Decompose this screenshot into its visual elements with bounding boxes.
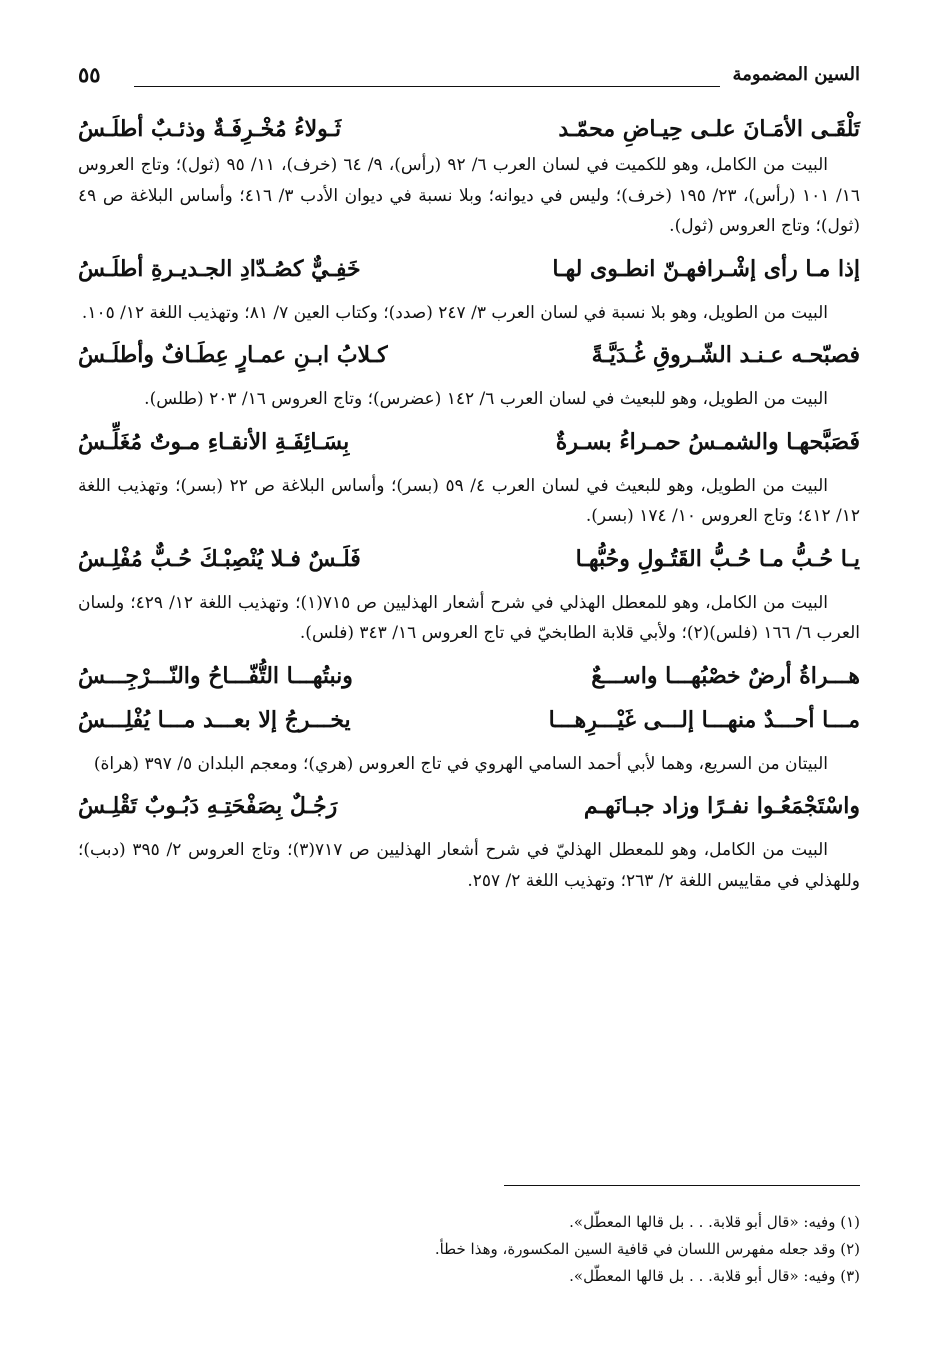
verse-second-hemistich: رَجُـلٌ بِصَفْحَتِـهِ دَبُـوبٌ تَقْلِـسُ bbox=[78, 793, 338, 819]
verse-second-hemistich: ونبتُهـــا التُّفّـــاحُ والنّـــرْجِـــسُ bbox=[78, 662, 353, 689]
verse-line bbox=[78, 334, 860, 378]
verse-second-hemistich: ثَـولاءُ مُخْـرِفَـةٌ وذئـبٌ أطلَـسُ bbox=[78, 116, 342, 142]
footnote-rule bbox=[504, 1185, 860, 1186]
verse-line bbox=[78, 421, 860, 465]
verse-second-hemistich: بِسَـائِفَـةِ الأنقـاءِ مـوتٌ مُغَلِّـسُ bbox=[78, 428, 350, 455]
verse-second-hemistich: خَفِـيٌّ كصُـدّادِ الجـديـرةِ أطلَـسُ bbox=[78, 255, 361, 282]
verse-second-hemistich: كـلابُ ابـنِ عمـارٍ عِطَـافٌ وأطلَـسُ bbox=[78, 342, 388, 368]
chapter-title: السين المضمومة bbox=[732, 64, 860, 85]
verse-note: البيت من الكامل، وهو للكميت في لسان العرب ٦/ ٩٢ (رأس)، ٩/ ٦٤ (خرف)، ١١/ ٩٥ (ثول)؛ وتاج العروس ١٦/ ١٠١ (رأس)، ٢٣/ ١٩٥ (خرف)؛ وليس في ديوانه؛ وبلا نسبة في ديوان الأدب ٣/ ٤١٦؛ وأساس البلاغة ص ٤٩ (ثول)؛ وتاج العروس (ثول). bbox=[78, 155, 860, 236]
verse-note: البيت من الكامل، وهو للمعطل الهذلي في شرح أشعار الهذليين ص ٧١٥(١)؛ وتهذيب اللغة ١٢/ ٤٢٩؛ ولسان العرب ٦/ ١٦٦ (فلس)(٢)؛ ولأبي قلابة الطابخيّ في تاج العروس ١٦/ ٣٤٣ (فلس). bbox=[78, 592, 860, 643]
main-text bbox=[78, 100, 860, 902]
verse-first-hemistich: تَلْقَـى الأمَـانَ علـى حِيـاضِ محمّـد bbox=[558, 116, 860, 142]
verse-first-hemistich: إذا مـا رأى إشْـرافهـنّ انطـوى لهـا bbox=[552, 255, 860, 282]
verse-note: البيت من الطويل، وهو للبعيث في لسان العرب ٤/ ٥٩ (بسر)؛ وأساس البلاغة ص ٢٢ (بسر)؛ وتهذيب اللغة ١٢/ ٤١٢؛ وتاج العروس ١٠/ ١٧٤ (بسر). bbox=[78, 475, 860, 526]
verse-second-hemistich: يخـــرجُ إلا بعـــد مـــا يُفْلِـــسُ bbox=[78, 706, 351, 733]
verse-note: البيت من الطويل، وهو للبعيث في لسان العرب ٦/ ١٤٢ (عضرس)؛ وتاج العروس ١٦/ ٢٠٣ (طلس). bbox=[144, 389, 828, 409]
footnote: (١) وفيه: «قال أبو قلابة. . . بل قالها المعطّل». bbox=[569, 1213, 860, 1231]
verse-note: البيتان من السريع، وهما لأبي أحمد السامي الهروي في تاج العروس (هري)؛ ومعجم البلدان ٥/ ٣٩٧ (هراة) bbox=[93, 753, 828, 774]
running-header bbox=[78, 62, 860, 98]
header-rule bbox=[134, 86, 720, 87]
verse-first-hemistich: يـا حُـبُّ مـا حُـبُّ القَتُـولِ وحُبُّهـا bbox=[575, 545, 860, 572]
footnote: (٢) وقد جعله مفهرس اللسان في قافية السين المكسورة، وهذا خطأ. bbox=[434, 1240, 860, 1258]
verse-first-hemistich: هـــراةُ أرضٌ خصْبُهـــا واســـعٌ bbox=[591, 662, 860, 689]
verse-line bbox=[78, 785, 860, 829]
verse-first-hemistich: فصبّحـه عـنـد الشّـروقِ غُـدَيَّـةً bbox=[591, 342, 860, 368]
page-number: ٥٥ bbox=[78, 62, 101, 87]
verse-first-hemistich: فَصَبَّحهـا والشمـسُ حمـراءُ بسـرةٌ bbox=[555, 428, 860, 455]
verse-line bbox=[78, 100, 860, 144]
verse-line bbox=[78, 538, 860, 582]
verse-note: البيت من الطويل، وهو بلا نسبة في لسان العرب ٣/ ٢٤٧ (صدد)؛ وكتاب العين ٧/ ٨١؛ وتهذيب اللغة ١٢/ ١٠٥. bbox=[81, 302, 828, 323]
verse-first-hemistich: مـــا أحـــدٌ منهـــا إلـــى غَيْـــرِهـــا bbox=[548, 706, 860, 733]
verse-note: البيت من الكامل، وهو للمعطل الهذليّ في شرح أشعار الهذليين ص ٧١٧(٣)؛ وتاج العروس ٢/ ٣٩٥ (دبب)؛ وللهذلي في مقاييس اللغة ٢/ ٢٦٣؛ وتهذيب اللغة ٢/ ٢٥٧. bbox=[78, 840, 860, 891]
verse-line bbox=[78, 655, 860, 699]
verse-second-hemistich: فَلَـسٌ فـلا يُنْصِبْـكَ حُـبٌّ مُفْلِـسُ bbox=[78, 545, 361, 572]
footnote: (٣) وفيه: «قال أبو قلابة. . . بل قالها المعطّل». bbox=[569, 1267, 860, 1285]
verse-first-hemistich: واسْتَجْمَعُـوا نفـرًا وزاد جبـانَهـم bbox=[583, 793, 860, 819]
verse-line bbox=[78, 248, 860, 292]
verse-line bbox=[78, 699, 860, 743]
